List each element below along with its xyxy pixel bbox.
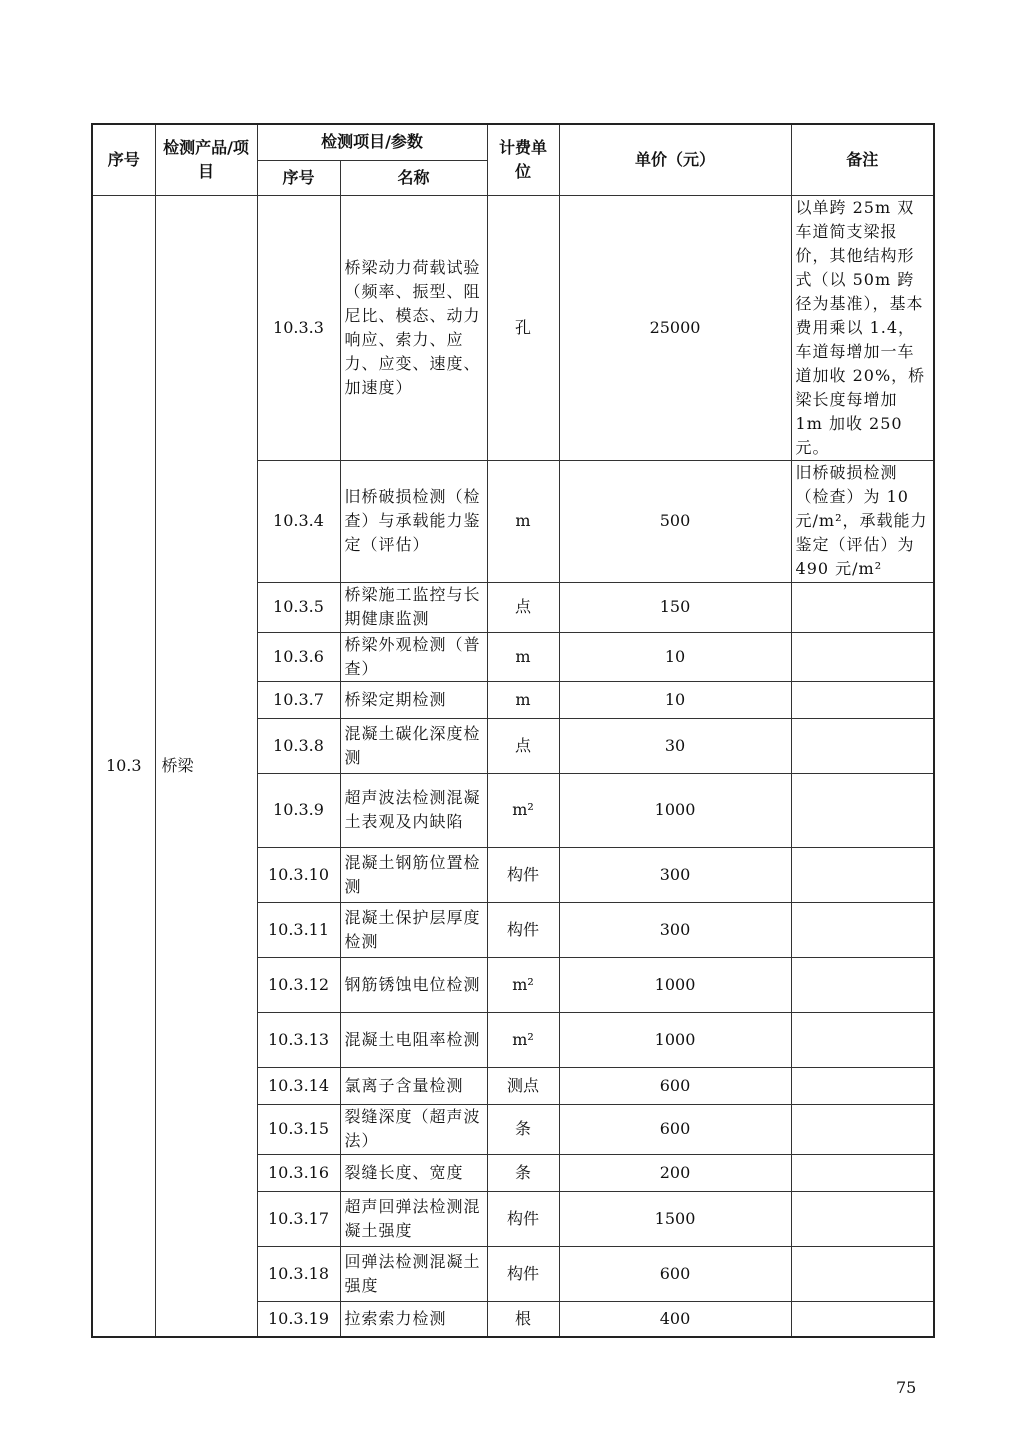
- header-seq: 序号: [92, 124, 155, 195]
- row-unit: 条: [487, 1154, 559, 1191]
- row-price: 400: [559, 1301, 791, 1337]
- row-name: 桥梁施工监控与长期健康监测: [340, 582, 487, 632]
- row-note: [791, 773, 934, 847]
- row-note: [791, 582, 934, 632]
- row-seq: 10.3.12: [257, 957, 340, 1012]
- header-item-name: 名称: [340, 160, 487, 195]
- row-unit: 点: [487, 582, 559, 632]
- row-seq: 10.3.7: [257, 681, 340, 718]
- row-seq: 10.3.17: [257, 1191, 340, 1246]
- row-note: [791, 632, 934, 681]
- row-unit: 构件: [487, 847, 559, 902]
- row-price: 600: [559, 1104, 791, 1154]
- row-name: 桥梁定期检测: [340, 681, 487, 718]
- row-unit: 测点: [487, 1067, 559, 1104]
- row-name: 超声波法检测混凝土表观及内缺陷: [340, 773, 487, 847]
- row-price: 1000: [559, 773, 791, 847]
- page-number: 75: [896, 1378, 917, 1397]
- row-seq: 10.3.6: [257, 632, 340, 681]
- row-note: [791, 718, 934, 773]
- row-name: 混凝土保护层厚度检测: [340, 902, 487, 957]
- row-note: [791, 1191, 934, 1246]
- row-seq: 10.3.16: [257, 1154, 340, 1191]
- row-name: 拉索索力检测: [340, 1301, 487, 1337]
- row-unit: 条: [487, 1104, 559, 1154]
- row-seq: 10.3.10: [257, 847, 340, 902]
- header-note: 备注: [791, 124, 934, 195]
- row-seq: 10.3.5: [257, 582, 340, 632]
- row-price: 10: [559, 632, 791, 681]
- row-seq: 10.3.15: [257, 1104, 340, 1154]
- row-note: [791, 957, 934, 1012]
- row-unit: m: [487, 632, 559, 681]
- table-row: [92, 195, 934, 460]
- row-price: 300: [559, 847, 791, 902]
- row-unit: m: [487, 681, 559, 718]
- row-seq: 10.3.13: [257, 1012, 340, 1067]
- row-note: 以单跨 25m 双车道简支梁报价，其他结构形式（以 50m 跨径为基准），基本费用乘以 1.4，车道每增加一车道加收 20%，桥梁长度每增加 1m 加收 250 元。: [791, 195, 934, 460]
- row-price: 1000: [559, 957, 791, 1012]
- header-product: 检测产品/项目: [155, 124, 257, 195]
- row-unit: m²: [487, 957, 559, 1012]
- row-name: 氯离子含量检测: [340, 1067, 487, 1104]
- fee-table: [91, 123, 935, 1338]
- row-seq: 10.3.11: [257, 902, 340, 957]
- row-price: 600: [559, 1067, 791, 1104]
- header-unit: 计费单位: [487, 124, 559, 195]
- row-name: 超声回弹法检测混凝土强度: [340, 1191, 487, 1246]
- row-unit: 点: [487, 718, 559, 773]
- row-unit: m: [487, 460, 559, 582]
- row-price: 200: [559, 1154, 791, 1191]
- row-unit: m²: [487, 1012, 559, 1067]
- row-seq: 10.3.9: [257, 773, 340, 847]
- row-name: 回弹法检测混凝土强度: [340, 1246, 487, 1301]
- row-price: 25000: [559, 195, 791, 460]
- row-name: 桥梁外观检测（普查）: [340, 632, 487, 681]
- row-note: [791, 1067, 934, 1104]
- group-product: 桥梁: [155, 195, 257, 1337]
- row-seq: 10.3.19: [257, 1301, 340, 1337]
- row-note: [791, 1301, 934, 1337]
- row-name: 混凝土钢筋位置检测: [340, 847, 487, 902]
- row-unit: 构件: [487, 902, 559, 957]
- row-unit: 构件: [487, 1191, 559, 1246]
- row-unit: m²: [487, 773, 559, 847]
- row-unit: 构件: [487, 1246, 559, 1301]
- row-seq: 10.3.4: [257, 460, 340, 582]
- row-name: 钢筋锈蚀电位检测: [340, 957, 487, 1012]
- row-seq: 10.3.14: [257, 1067, 340, 1104]
- row-unit: 根: [487, 1301, 559, 1337]
- row-price: 1500: [559, 1191, 791, 1246]
- header-items-group: 检测项目/参数: [257, 124, 487, 160]
- row-price: 10: [559, 681, 791, 718]
- row-name: 混凝土碳化深度检测: [340, 718, 487, 773]
- row-note: [791, 681, 934, 718]
- row-note: [791, 1012, 934, 1067]
- row-name: 桥梁动力荷载试验（频率、振型、阻尼比、模态、动力响应、索力、应力、应变、速度、加速度）: [340, 195, 487, 460]
- row-note: [791, 1104, 934, 1154]
- row-note: [791, 1246, 934, 1301]
- row-name: 裂缝深度（超声波法）: [340, 1104, 487, 1154]
- row-note: [791, 902, 934, 957]
- row-price: 600: [559, 1246, 791, 1301]
- row-unit: 孔: [487, 195, 559, 460]
- header-item-seq: 序号: [257, 160, 340, 195]
- row-name: 裂缝长度、宽度: [340, 1154, 487, 1191]
- row-price: 500: [559, 460, 791, 582]
- row-price: 300: [559, 902, 791, 957]
- row-price: 150: [559, 582, 791, 632]
- row-price: 1000: [559, 1012, 791, 1067]
- row-name: 旧桥破损检测（检查）与承载能力鉴定（评估）: [340, 460, 487, 582]
- row-seq: 10.3.18: [257, 1246, 340, 1301]
- row-price: 30: [559, 718, 791, 773]
- group-seq: 10.3: [92, 195, 155, 1337]
- row-note: 旧桥破损检测（检查）为 10 元/m²，承载能力鉴定（评估）为 490 元/m²: [791, 460, 934, 582]
- row-note: [791, 847, 934, 902]
- row-seq: 10.3.8: [257, 718, 340, 773]
- row-seq: 10.3.3: [257, 195, 340, 460]
- row-note: [791, 1154, 934, 1191]
- row-name: 混凝土电阻率检测: [340, 1012, 487, 1067]
- header-price: 单价（元）: [559, 124, 791, 195]
